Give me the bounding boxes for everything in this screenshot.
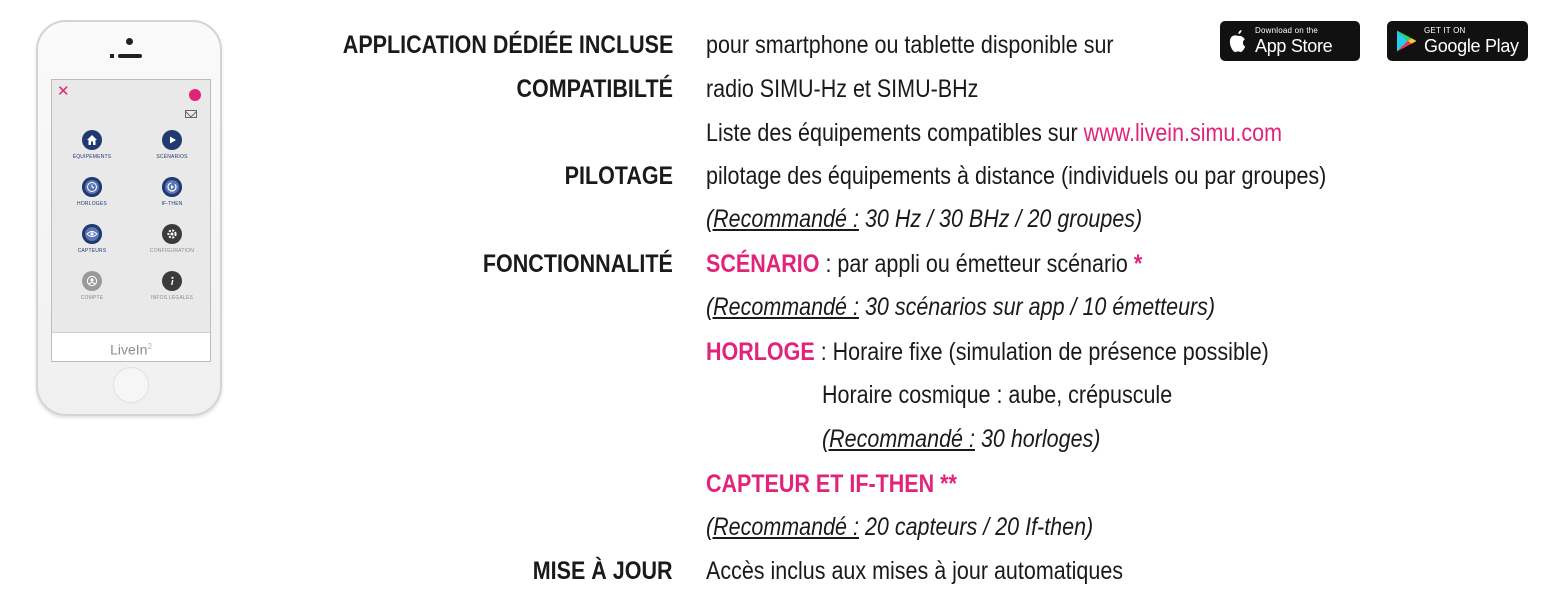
- close-icon: ✕: [57, 83, 70, 100]
- apple-icon: [1228, 29, 1248, 53]
- loop-icon: [162, 177, 182, 197]
- menu-label: CONFIGURATION: [149, 248, 195, 254]
- horloge-recommendation: [822, 425, 1100, 453]
- label-mise-a-jour: MISE À JOUR: [533, 557, 673, 585]
- capteur-star: **: [940, 470, 957, 498]
- menu-item-horloges: [52, 177, 132, 207]
- menu-label: CAPTEURS: [77, 248, 107, 254]
- value-application: pour smartphone ou tablette disponible sur: [706, 31, 1114, 59]
- horloge-line-2: Horaire cosmique : aube, crépuscule: [822, 381, 1173, 409]
- mail-icon: [185, 110, 197, 118]
- label-pilotage: PILOTAGE: [564, 162, 673, 190]
- phone-screen: [51, 79, 211, 362]
- menu-label: IF-THEN: [161, 201, 183, 207]
- phone-mockup: [36, 20, 222, 416]
- notification-badge-icon: [189, 89, 201, 101]
- home-icon: [82, 130, 102, 150]
- recommande-value: 20 capteurs / 20 If-then): [864, 513, 1094, 541]
- menu-label: SCÉNARIOS: [156, 154, 188, 160]
- app-brand-footer: [52, 332, 210, 361]
- menu-label: INFOS LÉGALES: [150, 295, 194, 301]
- menu-item-if-then: [132, 177, 212, 207]
- google-play-badge[interactable]: [1387, 21, 1528, 61]
- camera-dot: [126, 38, 133, 45]
- app-store-badge[interactable]: [1220, 21, 1360, 61]
- recommande-value: 30 horloges): [980, 425, 1101, 453]
- menu-label: HORLOGES: [77, 201, 107, 207]
- recommande-value: 30 Hz / 30 BHz / 20 groupes): [864, 205, 1143, 233]
- menu-item-configuration: [132, 224, 212, 254]
- recommande-value: 30 scénarios sur app / 10 émetteurs): [864, 293, 1216, 321]
- scenario-star: *: [1133, 250, 1143, 278]
- apple-badge-big: App Store: [1255, 36, 1333, 56]
- menu-item-scenarios: [132, 130, 212, 160]
- value-compatibilite: radio SIMU-Hz et SIMU-BHz: [706, 75, 979, 103]
- recommande-label: (Recommandé :: [706, 205, 859, 233]
- google-play-icon: [1395, 29, 1417, 53]
- speaker-grille: [118, 54, 142, 58]
- pilotage-recommendation: [706, 205, 1142, 233]
- sensor-dot: [110, 54, 114, 58]
- recommande-label: (Recommandé :: [706, 293, 859, 321]
- gear-icon: [162, 224, 182, 244]
- info-icon: [162, 271, 182, 291]
- livein-url-link[interactable]: www.livein.simu.com: [1083, 119, 1282, 147]
- menu-label: ÉQUIPEMENTS: [72, 154, 112, 160]
- recommande-label: (Recommandé :: [822, 425, 975, 453]
- horloge-text: : Horaire fixe (simulation de présence possible): [820, 338, 1269, 366]
- menu-item-equipements: [52, 130, 132, 160]
- apple-badge-small: Download on the: [1255, 26, 1319, 35]
- capteur-keyword: CAPTEUR ET IF-THEN: [706, 470, 935, 498]
- scenario-text: : par appli ou émetteur scénario: [825, 250, 1128, 278]
- horloge-keyword: HORLOGE: [706, 338, 815, 366]
- horloge-line: [706, 338, 1269, 366]
- menu-item-compte: [52, 271, 132, 301]
- scenario-recommendation: [706, 293, 1215, 321]
- menu-item-infos-legales: [132, 271, 212, 301]
- scenario-line: [706, 250, 1142, 278]
- scenario-keyword: SCÉNARIO: [706, 250, 820, 278]
- google-badge-big: Google Play: [1424, 36, 1519, 56]
- play-icon: [162, 130, 182, 150]
- label-compatibilite: COMPATIBILTÉ: [516, 75, 673, 103]
- capteur-recommendation: [706, 513, 1093, 541]
- eye-icon: [82, 224, 102, 244]
- label-fonctionnalite: FONCTIONNALITÉ: [483, 250, 673, 278]
- capteur-line: [706, 470, 957, 498]
- compatible-list-prefix: Liste des équipements compatibles sur: [706, 119, 1078, 147]
- value-mise-a-jour: Accès inclus aux mises à jour automatiques: [706, 557, 1124, 585]
- google-badge-small: GET IT ON: [1424, 26, 1466, 35]
- clock-icon: [82, 177, 102, 197]
- home-button: [113, 367, 149, 403]
- menu-label: COMPTE: [80, 295, 104, 301]
- menu-item-capteurs: [52, 224, 132, 254]
- user-icon: [82, 271, 102, 291]
- brand-logo: LiveIn: [110, 341, 148, 358]
- brand-sup: 2: [147, 342, 152, 351]
- recommande-label: (Recommandé :: [706, 513, 859, 541]
- value-pilotage: pilotage des équipements à distance (individuels ou par groupes): [706, 162, 1327, 190]
- label-application: APPLICATION DÉDIÉE INCLUSE: [342, 31, 673, 59]
- compatible-list-line: [706, 119, 1282, 147]
